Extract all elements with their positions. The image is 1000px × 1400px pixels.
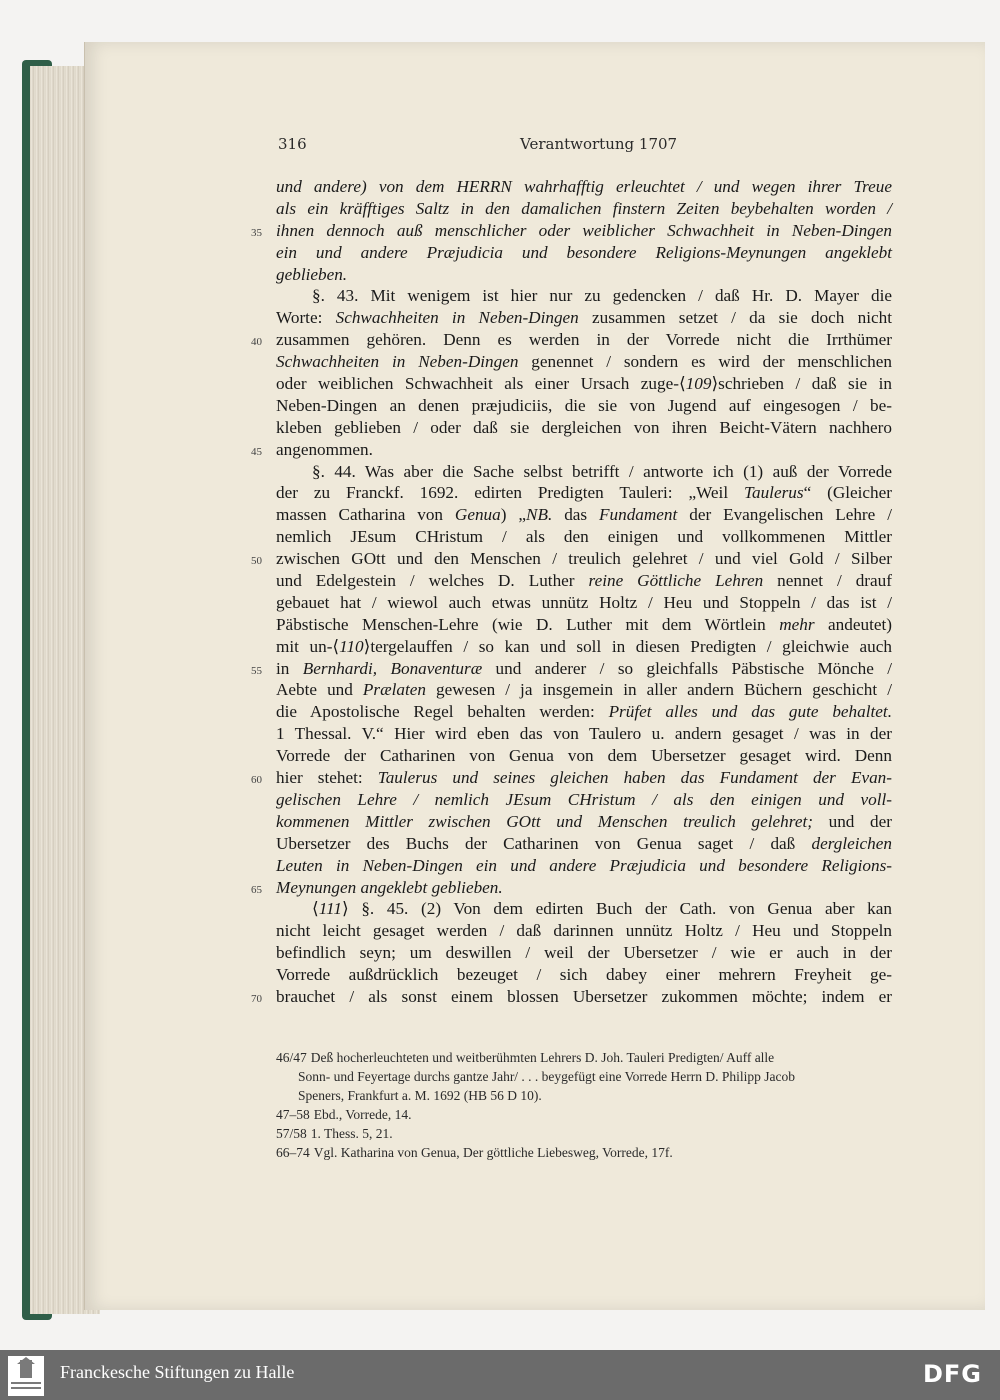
- footnote-text: Ebd., Vorrede, 14.: [313, 1107, 412, 1122]
- italic-text: ihnen dennoch auß menschlicher oder weiblicher Schwachheit in Neben-Dingen: [276, 220, 892, 240]
- text-segment: gewesen / ja insgemein in aller andern Büchern geschicht /: [425, 680, 892, 700]
- text-line: [251, 767, 892, 789]
- text-line: [251, 658, 892, 680]
- italic-text: Taulerus: [744, 483, 804, 503]
- footnote-text-continued: Sonn- und Feyertage durchs gantze Jahr/ . . . beygefügt eine Vorrede Herrn D. Philipp Jacob: [298, 1069, 795, 1084]
- italic-text: reine Göttliche Lehren: [588, 571, 764, 591]
- text-segment: die Apostolische Regel behalten werden:: [276, 702, 609, 722]
- line-number: 40: [251, 336, 262, 349]
- text-line: [276, 679, 892, 701]
- running-header: [0, 135, 1000, 157]
- text-segment: gebauet hat / wiewol auch etwas unnütz Holtz / Heu und Stoppeln / das ist /: [276, 592, 892, 612]
- text-segment: ⟩schrieben / daß sie in: [711, 374, 892, 394]
- footer-institution: Franckesche Stiftungen zu Halle: [60, 1362, 295, 1382]
- text-line: [276, 898, 892, 920]
- text-segment: und Edelgestein / welches D. Luther: [276, 571, 589, 591]
- italic-text: Prælaten: [362, 680, 426, 700]
- footnote: [276, 1048, 892, 1105]
- text-line: [276, 614, 892, 636]
- line-number: 65: [251, 883, 262, 896]
- italic-text: geblieben.: [276, 264, 348, 284]
- text-segment: oder weiblichen Schwachheit als einer Ursach zuge-⟨: [276, 374, 686, 394]
- text-segment: genennet / sondern es wird der menschlichen: [518, 352, 892, 372]
- text-segment: massen Catharina von: [276, 505, 455, 525]
- italic-text: 110: [339, 636, 364, 656]
- main-text: [251, 176, 892, 1008]
- text-segment: Vorrede der Catharinen von Genua von dem Ubersetzer gesaget wird. Denn: [276, 746, 892, 766]
- line-number: 35: [251, 226, 262, 239]
- italic-text: Genua: [454, 505, 501, 525]
- text-line: [276, 636, 892, 658]
- text-segment: 1 Thessal. V.“ Hier wird eben das von Taulero u. andern gesaget / was in der: [276, 724, 892, 744]
- italic-text: und andere) von dem HERRN wahrhafftig erleuchtet / und wegen ihrer Treue: [276, 177, 892, 196]
- text-segment: Päbstische Menschen-Lehre (wie D. Luther mit dem Wörtlein: [276, 614, 780, 634]
- italic-text: Fundament: [599, 505, 678, 525]
- text-line: [276, 745, 892, 767]
- text-segment: und der: [812, 811, 892, 831]
- text-line: [276, 723, 892, 745]
- text-segment: zusammen setzet / da sie doch nicht: [578, 308, 892, 328]
- text-line: [276, 373, 892, 395]
- text-segment: ) „: [500, 505, 527, 525]
- text-segment: §. 44. Was aber die Sache selbst betrifft / antworte ich (1) auß der Vorrede: [312, 461, 892, 481]
- text-segment: ⟩tergelauffen / so kan und soll in diesen Predigten / gleichwie auch: [363, 636, 892, 656]
- text-line: [276, 942, 892, 964]
- text-segment: Worte:: [276, 308, 336, 328]
- text-segment: zwischen GOtt und den Menschen / treulich gelehret / und viel Gold / Silber: [276, 549, 892, 569]
- text-line: [276, 264, 892, 286]
- text-segment: das: [552, 505, 600, 525]
- running-title: Verantwortung 1707: [520, 135, 678, 153]
- italic-text: Schwachheiten in Neben-Dingen: [276, 352, 519, 372]
- footnote-reference: 57/58: [276, 1126, 307, 1141]
- text-segment: brauchet / als sonst einem blossen Ubersetzer zukommen möchte; indem er: [276, 986, 892, 1006]
- footnote-text: Vgl. Katharina von Genua, Der göttliche Liebesweg, Vorrede, 17f.: [313, 1145, 673, 1160]
- text-line: [276, 964, 892, 986]
- text-line: [276, 461, 892, 483]
- text-segment: zusammen gehören. Denn es werden in der Vorrede nicht die Irrthümer: [276, 330, 892, 350]
- italic-text: Taulerus und seines gleichen haben das Fundament der Evan-: [377, 768, 892, 788]
- text-line: [276, 504, 892, 526]
- italic-text: ein und andere Præjudicia und besondere Religions-Meynungen angeklebt: [276, 242, 892, 262]
- text-line: [276, 285, 892, 307]
- text-line: [276, 789, 892, 811]
- franckesche-logo-icon: [8, 1356, 44, 1396]
- text-segment: nennet / drauf: [763, 571, 892, 591]
- text-line: [276, 570, 892, 592]
- footnote-text: 1. Thess. 5, 21.: [310, 1126, 393, 1141]
- text-line: [276, 176, 892, 198]
- footnote-text-continued: Speners, Frankfurt a. M. 1692 (HB 56 D 10).: [298, 1088, 542, 1103]
- italic-text: Leuten in Neben-Dingen ein und andere Præjudicia und besondere Religions-: [276, 855, 892, 875]
- text-segment: ⟩ §. 45. (2) Von dem edirten Buch der Cath. von Genua aber kan: [341, 899, 892, 919]
- italic-text: 109: [685, 374, 712, 394]
- text-segment: Ubersetzer des Buchs der Catharinen von Genua saget / daß: [276, 833, 812, 853]
- text-segment: mit un-⟨: [276, 636, 340, 656]
- text-line: [251, 986, 892, 1008]
- text-segment: hier stehet:: [276, 768, 378, 788]
- text-segment: Vorrede außdrücklich bezeuget / sich dabey einer mehrern Freyheit ge-: [276, 965, 892, 985]
- text-line: [251, 329, 892, 351]
- text-segment: nicht leicht gesaget werden / daß darinnen unnütz Holtz / Heu und Stoppeln: [276, 921, 892, 941]
- italic-text: Bernhardi, Bonaventuræ: [302, 658, 483, 678]
- line-number: 50: [251, 555, 262, 568]
- text-segment: in: [276, 658, 303, 678]
- text-line: [276, 417, 892, 439]
- text-line: [276, 351, 892, 373]
- text-line: [276, 592, 892, 614]
- text-line: [276, 833, 892, 855]
- text-line: [276, 395, 892, 417]
- text-line: [251, 877, 892, 899]
- text-segment: Aebte und: [276, 680, 363, 700]
- line-number: 70: [251, 992, 262, 1005]
- text-line: [276, 482, 892, 504]
- text-line: [276, 526, 892, 548]
- italic-text: Prüfet alles und das gute behaltet.: [608, 702, 892, 722]
- text-segment: der zu Franckf. 1692. edirten Predigten Tauleri: „Weil: [276, 483, 745, 503]
- italic-text: gelischen Lehre / nemlich JEsum CHristum / als den einigen und voll-: [276, 789, 892, 809]
- italic-text: als ein kräfftiges Saltz in den damalichen finstern Zeiten beybehalten worden /: [276, 198, 892, 218]
- dfg-logo: DFG: [922, 1360, 982, 1388]
- text-segment: ⟨: [312, 899, 319, 919]
- italic-text: NB.: [526, 505, 553, 525]
- text-segment: nemlich JEsum CHristum / als den einigen und vollkommenen Mittler: [276, 527, 892, 547]
- footnote: [276, 1143, 892, 1162]
- text-segment: und anderer / so gleichfalls Päbstische Mönche /: [482, 658, 892, 678]
- text-line: [276, 701, 892, 723]
- text-segment: andeutet): [814, 614, 892, 634]
- text-segment: kleben geblieben / oder daß sie dergleichen von ihren Beicht-Vätern nachhero: [276, 417, 892, 437]
- text-line: [251, 548, 892, 570]
- text-line: [251, 220, 892, 242]
- text-line: [276, 307, 892, 329]
- italic-text: Meynungen angeklebt geblieben.: [276, 877, 503, 897]
- text-segment: §. 43. Mit wenigem ist hier nur zu gedencken / daß Hr. D. Mayer die: [312, 286, 892, 306]
- text-segment: “ (Gleicher: [803, 483, 892, 503]
- footnote-reference: 46/47: [276, 1050, 307, 1065]
- text-segment: befindlich seyn; um deswillen / weil der Ubersetzer / wie er auch in der: [276, 943, 892, 963]
- footnotes: [276, 1048, 892, 1162]
- italic-text: Schwachheiten in Neben-Dingen: [335, 308, 579, 328]
- italic-text: 111: [318, 899, 342, 919]
- line-number: 55: [251, 664, 262, 677]
- text-line: [276, 198, 892, 220]
- text-segment: angenommen.: [276, 439, 373, 459]
- italic-text: dergleichen: [811, 833, 892, 853]
- line-number: 45: [251, 445, 262, 458]
- italic-text: mehr: [779, 614, 815, 634]
- footnote-reference: 66–74: [276, 1145, 310, 1160]
- italic-text: kommenen Mittler zwischen GOtt und Menschen treulich gelehret;: [276, 811, 813, 831]
- footnote-text: Deß hocherleuchteten und weitberühmten Lehrers D. Joh. Tauleri Predigten/ Auff alle: [310, 1050, 775, 1065]
- text-segment: Neben-Dingen an denen præjudiciis, die sie von Jugend auf eingesogen / be-: [276, 395, 892, 415]
- footnote: [276, 1124, 892, 1143]
- footnote: [276, 1105, 892, 1124]
- text-line: [276, 855, 892, 877]
- text-line: [276, 920, 892, 942]
- text-line: [276, 242, 892, 264]
- text-line: [251, 439, 892, 461]
- line-number: 60: [251, 774, 262, 787]
- text-segment: der Evangelischen Lehre /: [677, 505, 892, 525]
- page-number: 316: [278, 135, 307, 153]
- text-line: [276, 811, 892, 833]
- footnote-reference: 47–58: [276, 1107, 310, 1122]
